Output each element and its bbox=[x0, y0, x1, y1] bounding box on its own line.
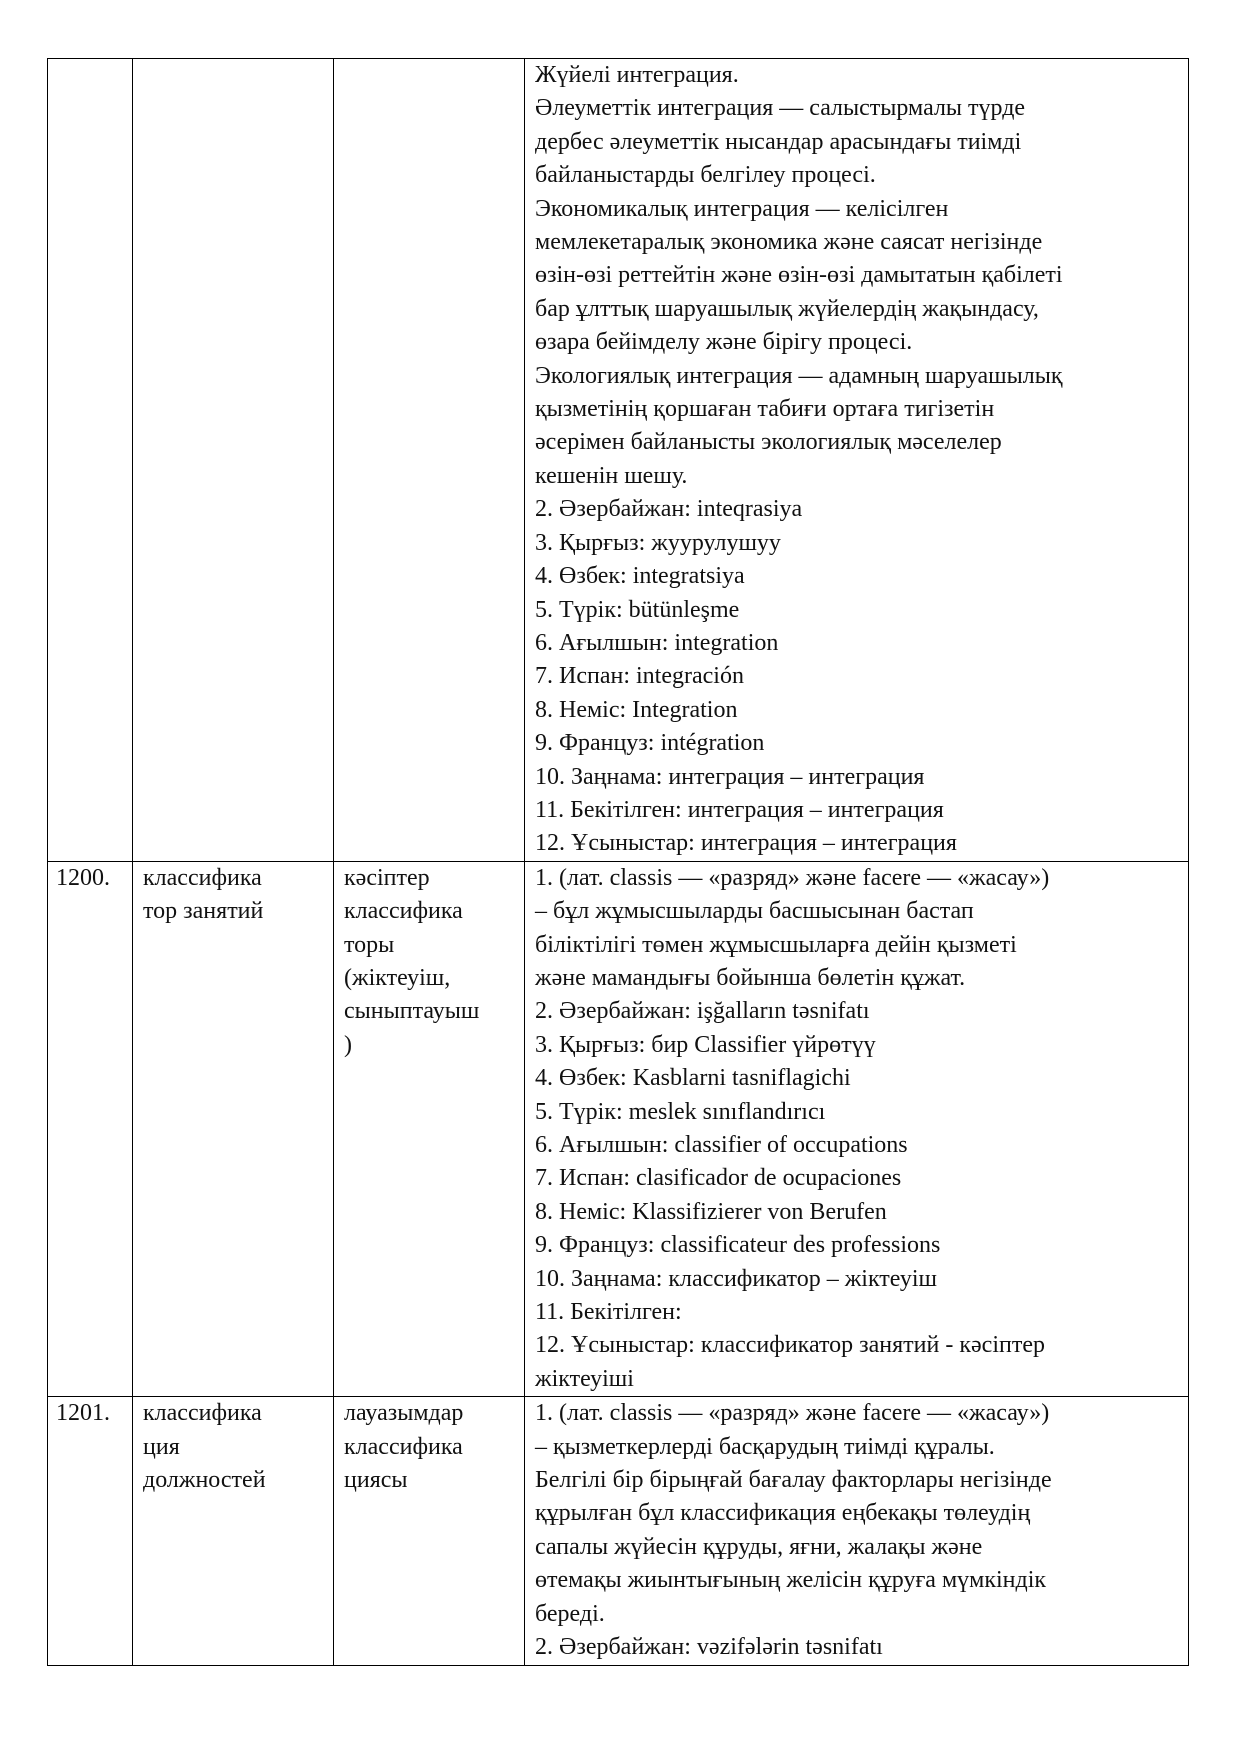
definition-cell bbox=[525, 59, 1189, 862]
definition-line: дербес әлеуметтік нысандар арасындағы тиімді bbox=[535, 128, 1022, 155]
term-ru-line: должностей bbox=[143, 1467, 266, 1494]
term-ru-line: классифика bbox=[143, 864, 262, 891]
definition-line: 12. Ұсыныстар: интеграция – интеграция bbox=[535, 830, 957, 857]
table-row bbox=[48, 59, 1189, 862]
term-kz-cell bbox=[334, 59, 525, 862]
definition-line: қызметінің қоршаған табиғи ортаға тигізетін bbox=[535, 396, 995, 423]
definition-line: 6. Ағылшын: classifier of occupations bbox=[535, 1132, 908, 1158]
definition-line: 9. Француз: classificateur des professions bbox=[535, 1232, 941, 1259]
term-kz-line: сыныптауыш bbox=[344, 998, 480, 1025]
definition-line: кешенін шешу. bbox=[535, 462, 688, 489]
entry-number: 1200. bbox=[56, 864, 110, 891]
definition-line: құрылған бұл классификация еңбекақы төлеудің bbox=[535, 1500, 1031, 1527]
definition-line: 8. Неміс: Klassifizierer von Berufen bbox=[535, 1198, 887, 1225]
term-kz-line: торы bbox=[344, 931, 395, 958]
definition-line: – қызметкерлерді басқарудың тиімді құралы. bbox=[535, 1433, 995, 1460]
definition-line: 1. (лат. classis — «разряд» және facere — «жасау») bbox=[535, 864, 1050, 891]
term-ru-cell bbox=[133, 59, 334, 862]
term-kz-line: кәсіптер bbox=[344, 864, 430, 891]
definition-line: 3. Қырғыз: жуурулушуу bbox=[535, 529, 781, 556]
definition-line: әсерімен байланысты экологиялық мәселелер bbox=[535, 429, 1002, 456]
term-kz-line: лауазымдар bbox=[344, 1400, 464, 1427]
definition-line: 4. Өзбек: integratsiya bbox=[535, 563, 745, 590]
definition-line: 1. (лат. classis — «разряд» және facere — «жасау») bbox=[535, 1400, 1050, 1427]
definition-cell bbox=[525, 861, 1189, 1397]
term-ru-cell bbox=[133, 1397, 334, 1665]
definition-line: 10. Заңнама: классификатор – жіктеуіш bbox=[535, 1265, 937, 1292]
definition-line: 2. Әзербайжан: işğalların təsnifatı bbox=[535, 998, 870, 1025]
definition-line: 9. Француз: intégration bbox=[535, 730, 765, 757]
definition-line: Экологиялық интеграция — адамның шаруашылық bbox=[535, 362, 1063, 389]
definition-line: 2. Әзербайжан: vəzifələrin təsnifatı bbox=[535, 1634, 883, 1661]
definition-line: және мамандығы бойынша бөлетін құжат. bbox=[535, 964, 966, 991]
entry-number: 1201. bbox=[56, 1400, 110, 1427]
definition-line: – бұл жұмысшыларды басшысынан бастап bbox=[535, 898, 974, 925]
definition-line: 7. Испан: clasificador de ocupaciones bbox=[535, 1165, 902, 1192]
entry-number-cell bbox=[48, 59, 133, 862]
definition-line: береді. bbox=[535, 1600, 605, 1627]
definition-line: өзін-өзі реттейтін және өзін-өзі дамытатын қабілеті bbox=[535, 262, 1063, 289]
term-kz-line: ) bbox=[344, 1031, 352, 1058]
term-ru-line: ция bbox=[143, 1433, 180, 1460]
definition-line: өтемақы жиынтығының желісін құруға мүмкіндік bbox=[535, 1567, 1047, 1594]
definition-line: жіктеуіші bbox=[535, 1365, 634, 1392]
term-kz-line: классифика bbox=[344, 898, 463, 925]
definition-line: 8. Неміс: Integration bbox=[535, 696, 738, 723]
definition-line: Жүйелі интеграция. bbox=[535, 62, 739, 88]
glossary-table bbox=[47, 58, 1189, 1666]
definition-line: 5. Түрік: meslek sınıflandırıcı bbox=[535, 1098, 826, 1125]
term-ru-cell bbox=[133, 861, 334, 1397]
term-kz-line: (жіктеуіш, bbox=[344, 964, 451, 991]
definition-line: 7. Испан: integración bbox=[535, 663, 744, 690]
definition-line: 3. Қырғыз: бир Classifier үйрөтүү bbox=[535, 1031, 876, 1058]
definition-line: өзара бейімделу және бірігу процесі. bbox=[535, 329, 913, 356]
term-kz-line: циясы bbox=[344, 1467, 408, 1494]
term-ru-line: классифика bbox=[143, 1400, 262, 1427]
definition-line: 5. Түрік: bütünleşme bbox=[535, 596, 740, 623]
definition-line: біліктілігі төмен жұмысшыларға дейін қызметі bbox=[535, 931, 1017, 958]
term-ru-line: тор занятий bbox=[143, 898, 264, 925]
definition-line: 12. Ұсыныстар: классификатор занятий - кәсіптер bbox=[535, 1332, 1045, 1359]
definition-line: байланыстарды белгілеу процесі. bbox=[535, 162, 876, 189]
entry-number-cell bbox=[48, 861, 133, 1397]
definition-line: бар ұлттық шаруашылық жүйелердің жақындасу, bbox=[535, 295, 1039, 322]
term-kz-cell bbox=[334, 1397, 525, 1665]
definition-line: мемлекетаралық экономика және саясат негізінде bbox=[535, 229, 1043, 256]
definition-line: Әлеуметтік интеграция — салыстырмалы түрде bbox=[535, 95, 1026, 122]
definition-line: 6. Ағылшын: integration bbox=[535, 629, 779, 656]
definition-line: 11. Бекітілген: интеграция – интеграция bbox=[535, 796, 944, 823]
table-row bbox=[48, 1397, 1189, 1665]
definition-line: Белгілі бір бірыңғай бағалау факторлары негізінде bbox=[535, 1467, 1052, 1494]
definition-line: 2. Әзербайжан: inteqrasiya bbox=[535, 496, 803, 523]
term-kz-cell bbox=[334, 861, 525, 1397]
definition-line: 4. Өзбек: Kasblarni tasniflagichi bbox=[535, 1065, 851, 1092]
table-row bbox=[48, 861, 1189, 1397]
definition-line: 10. Заңнама: интеграция – интеграция bbox=[535, 763, 925, 790]
definition-line: сапалы жүйесін құруды, яғни, жалақы және bbox=[535, 1533, 983, 1560]
entry-number-cell bbox=[48, 1397, 133, 1665]
definition-cell bbox=[525, 1397, 1189, 1665]
definition-line: 11. Бекітілген: bbox=[535, 1299, 682, 1326]
definition-line: Экономикалық интеграция — келісілген bbox=[535, 195, 949, 222]
term-kz-line: классифика bbox=[344, 1433, 463, 1460]
